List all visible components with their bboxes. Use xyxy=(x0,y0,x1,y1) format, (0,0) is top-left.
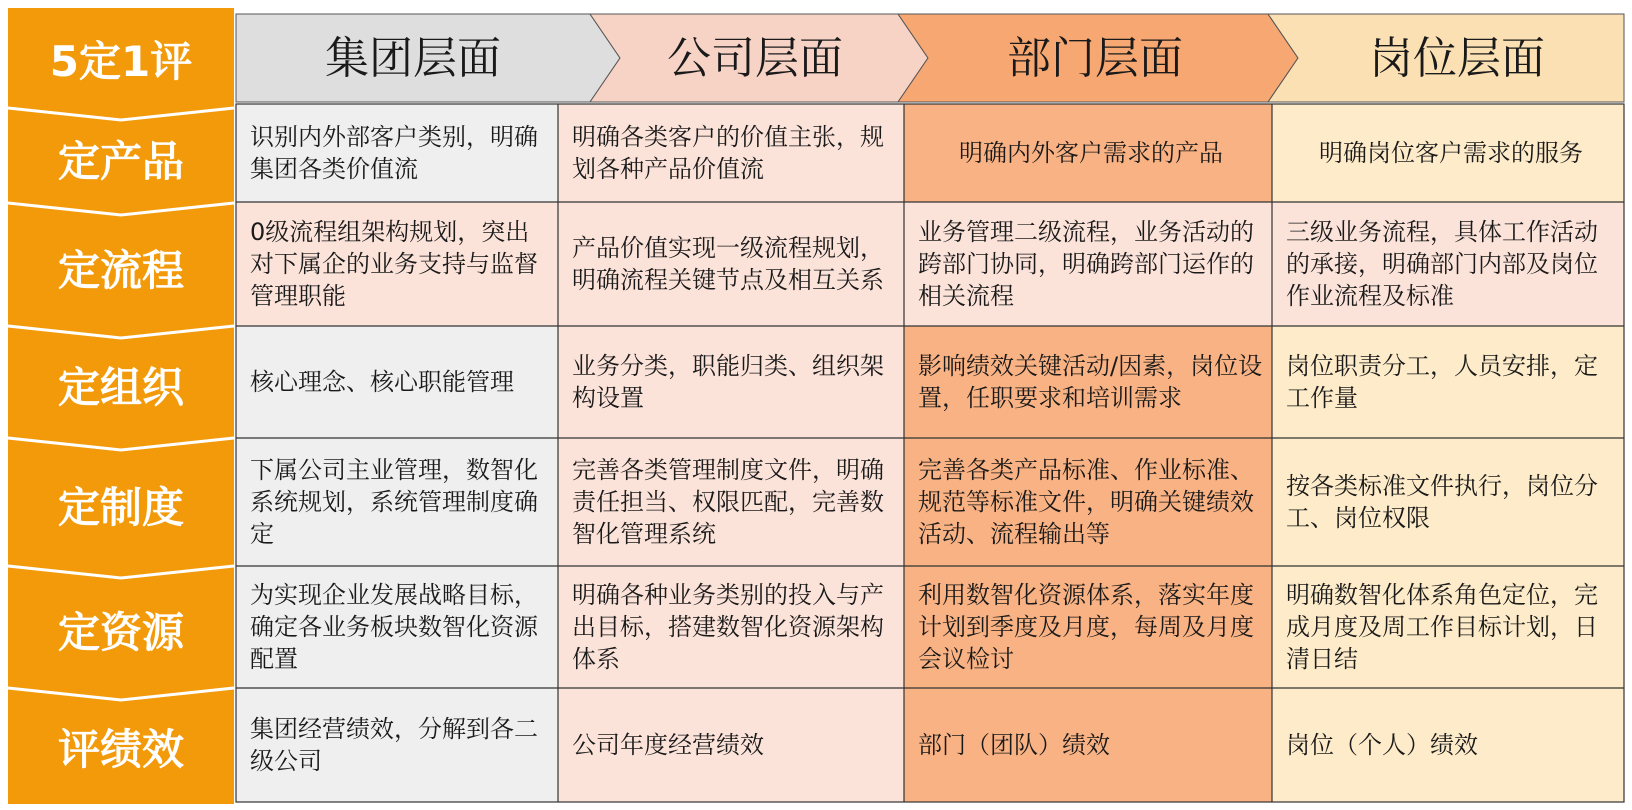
row-label-policy: 定制度 xyxy=(57,483,184,532)
cell-policy-position: 按各类标准文件执行，岗位分工、岗位权限 xyxy=(1286,472,1598,532)
cell-process-group: 0级流程组架构规划，突出对下属企的业务支持与监督管理职能 xyxy=(250,218,538,310)
cell-policy-company: 完善各类管理制度文件，明确责任担当、权限匹配，完善数智化管理系统 xyxy=(572,456,884,548)
row-label-product: 定产品 xyxy=(57,137,184,186)
cell-resource-group: 为实现企业发展战略目标，确定各业务板块数智化资源配置 xyxy=(250,581,538,673)
cell-performance-position: 岗位（个人）绩效 xyxy=(1286,731,1478,759)
cell-organization-company: 业务分类，职能归类、组织架构设置 xyxy=(572,352,884,412)
cell-product-group: 识别内外部客户类别，明确集团各类价值流 xyxy=(250,123,538,183)
row-label-resource: 定资源 xyxy=(57,608,184,657)
cell-product-department: 明确内外客户需求的产品 xyxy=(959,139,1223,167)
cell-process-company: 产品价值实现一级流程规划，明确流程关键节点及相互关系 xyxy=(572,234,884,294)
cell-process-position: 三级业务流程，具体工作活动的承接，明确部门内部及岗位作业流程及标准 xyxy=(1286,218,1598,310)
column-header-department: 部门层面 xyxy=(1007,33,1183,84)
column-header-position: 岗位层面 xyxy=(1369,33,1545,84)
corner-label: 5定1评 xyxy=(49,37,193,86)
cell-performance-group: 集团经营绩效，分解到各二级公司 xyxy=(250,715,538,775)
cell-organization-group: 核心理念、核心职能管理 xyxy=(250,368,514,396)
cell-organization-position: 岗位职责分工，人员安排，定工作量 xyxy=(1286,352,1598,412)
cell-policy-group: 下属公司主业管理，数智化系统规划，系统管理制度确定 xyxy=(250,456,538,548)
cell-resource-position: 明确数智化体系角色定位，完成月度及周工作目标计划，日清日结 xyxy=(1286,581,1598,673)
cell-product-company: 明确各类客户的价值主张，规划各种产品价值流 xyxy=(572,123,884,183)
cell-policy-department: 完善各类产品标准、作业标准、规范等标准文件，明确关键绩效活动、流程输出等 xyxy=(918,456,1254,548)
cell-organization-department: 影响绩效关键活动/因素，岗位设置，任职要求和培训需求 xyxy=(918,352,1263,412)
cell-resource-department: 利用数智化资源体系，落实年度计划到季度及月度，每周及月度会议检讨 xyxy=(918,581,1254,673)
column-header-company: 公司层面 xyxy=(667,33,843,84)
row-label-performance: 评绩效 xyxy=(57,725,184,774)
cell-product-position: 明确岗位客户需求的服务 xyxy=(1319,139,1583,167)
row-label-process: 定流程 xyxy=(57,246,184,295)
cell-resource-company: 明确各种业务类别的投入与产出目标，搭建数智化资源架构体系 xyxy=(572,581,884,673)
row-label-organization: 定组织 xyxy=(57,363,184,412)
column-header-group: 集团层面 xyxy=(325,33,501,84)
cell-performance-department: 部门（团队）绩效 xyxy=(918,731,1110,759)
cell-performance-company: 公司年度经营绩效 xyxy=(572,731,764,759)
cell-process-department: 业务管理二级流程，业务活动的跨部门协同，明确跨部门运作的相关流程 xyxy=(918,218,1254,310)
